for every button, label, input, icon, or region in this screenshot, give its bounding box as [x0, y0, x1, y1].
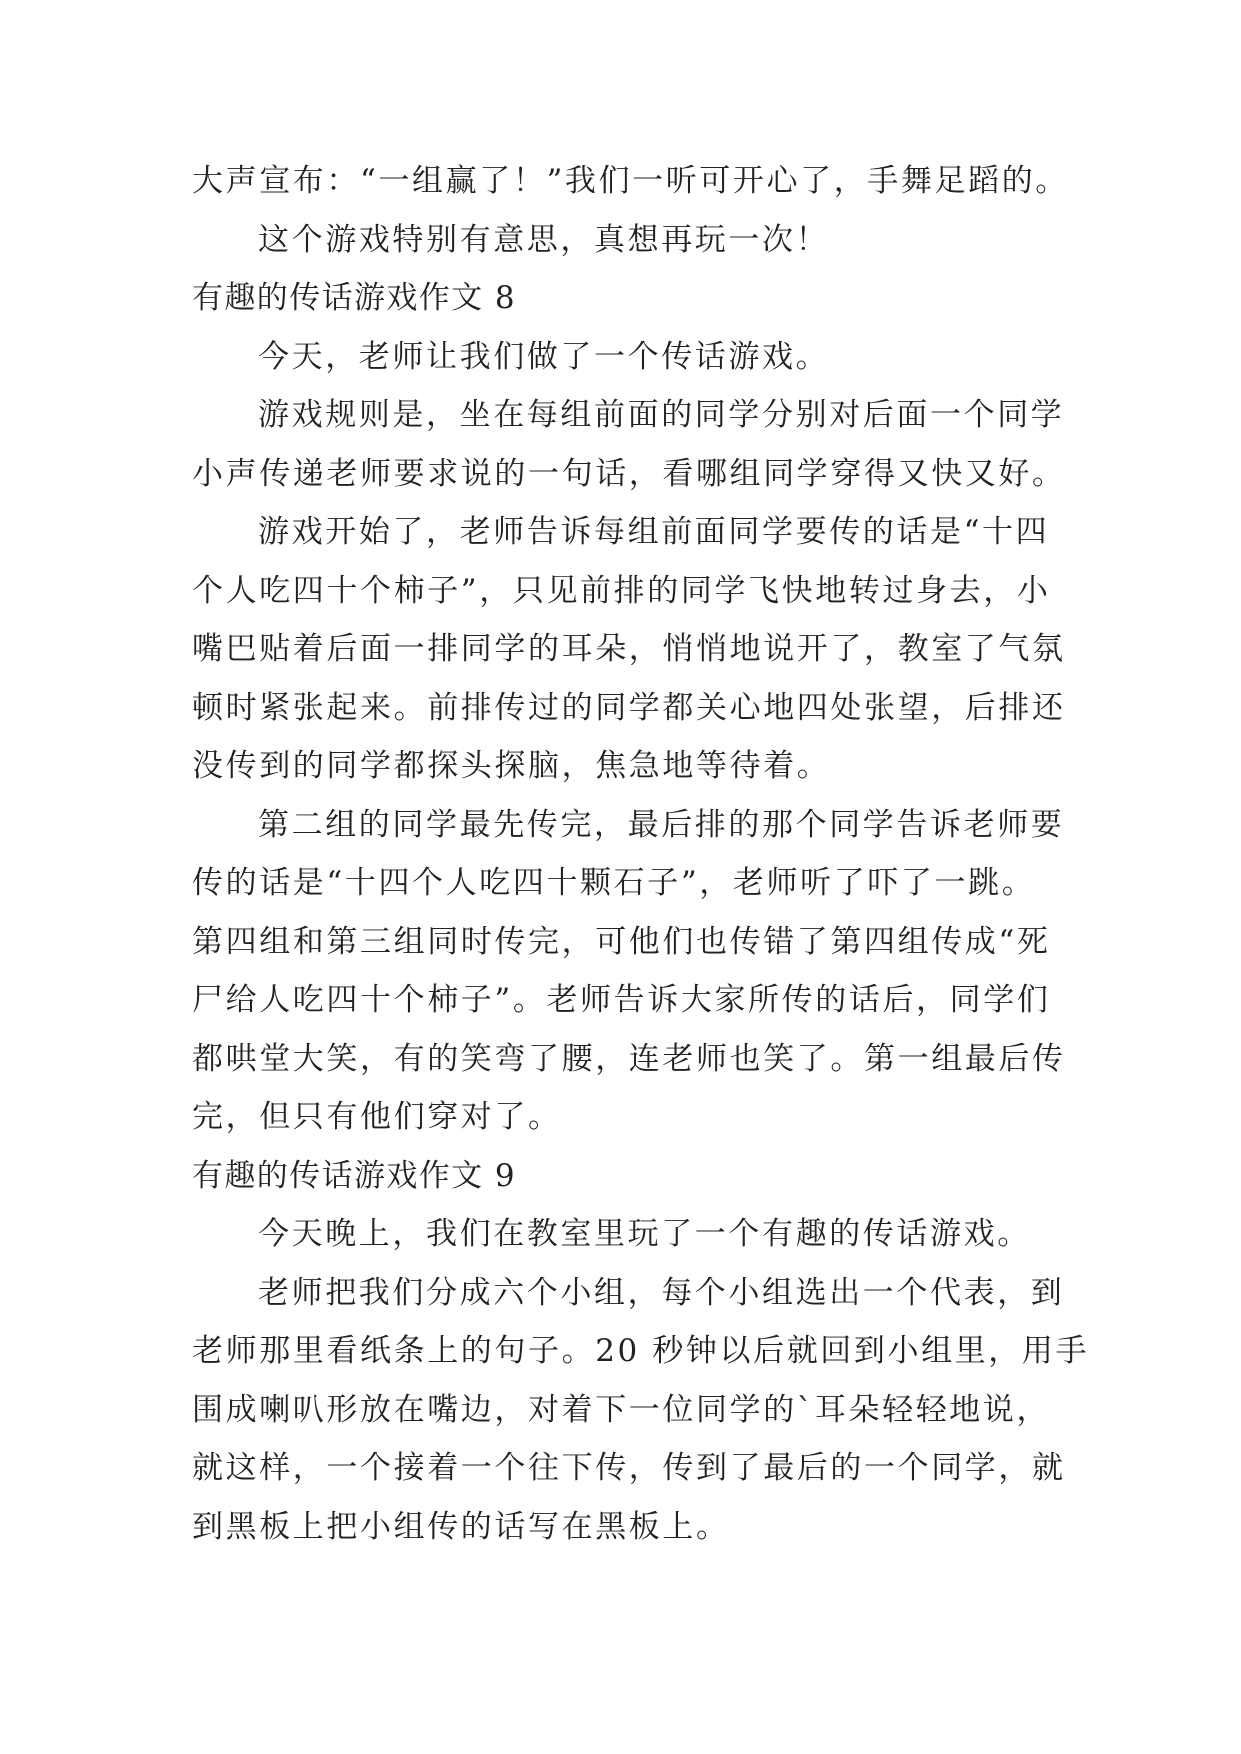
- text-line: 嘴巴贴着后面一排同学的耳朵，悄悄地说开了，教室了气氛: [192, 631, 1066, 667]
- paragraph-first-line: 这个游戏特别有意思，真想再玩一次！: [258, 221, 830, 258]
- section-heading: 有趣的传话游戏作文 8: [192, 280, 516, 316]
- text-line: 都哄堂大笑，有的笑弯了腰，连老师也笑了。第一组最后传: [192, 1040, 1066, 1077]
- text-line: 个人吃四十个柿子”，只见前排的同学飞快地转过身去，小: [192, 572, 1051, 609]
- paragraph-first-line: 老师把我们分成六个小组，每个小组选出一个代表，到: [258, 1274, 1065, 1311]
- text-line: 传的话是“十四个人吃四十颗石子”，老师听了吓了一跳。: [192, 865, 1036, 901]
- paragraph-first-line: 游戏规则是，坐在每组前面的同学分别对后面一个同学: [258, 397, 1065, 433]
- paragraph-first-line: 今天晚上，我们在教室里玩了一个有趣的传话游戏。: [258, 1216, 1031, 1252]
- text-line: 第四组和第三组同时传完，可他们也传错了第四组传成“死: [192, 923, 1051, 960]
- text-line: 尸给人吃四十个柿子”。老师告诉大家所传的话后，同学们: [192, 982, 1051, 1018]
- text-line: 没传到的同学都探头探脑，焦急地等待着。: [192, 748, 831, 784]
- text-line: 完，但只有他们穿对了。: [192, 1099, 562, 1135]
- document-body: [192, 152, 1090, 1556]
- paragraph-first-line: 游戏开始了，老师告诉每组前面同学要传的话是“十四: [258, 514, 1050, 550]
- text-line: 到黑板上把小组传的话写在黑板上。: [192, 1508, 730, 1545]
- paragraph-first-line: 今天，老师让我们做了一个传话游戏。: [258, 338, 830, 375]
- section-heading: 有趣的传话游戏作文 9: [192, 1157, 516, 1194]
- text-line: 小声传递老师要求说的一句话，看哪组同学穿得又快又好。: [192, 455, 1066, 492]
- text-line: 老师那里看纸条上的句子。20 秒钟以后就回到小组里，用手: [192, 1333, 1090, 1369]
- text-line: 顿时紧张起来。前排传过的同学都关心地四处张望，后排还: [192, 689, 1066, 726]
- text-line: 围成喇叭形放在嘴边，对着下一位同学的`耳朵轻轻地说，: [192, 1391, 1051, 1428]
- paragraph-first-line: 第二组的同学最先传完，最后排的那个同学告诉老师要: [258, 806, 1065, 843]
- text-line: 大声宣布：“一组赢了！”我们一听可开心了，手舞足蹈的。: [192, 163, 1069, 199]
- text-line: 就这样，一个接着一个往下传，传到了最后的一个同学，就: [192, 1450, 1066, 1486]
